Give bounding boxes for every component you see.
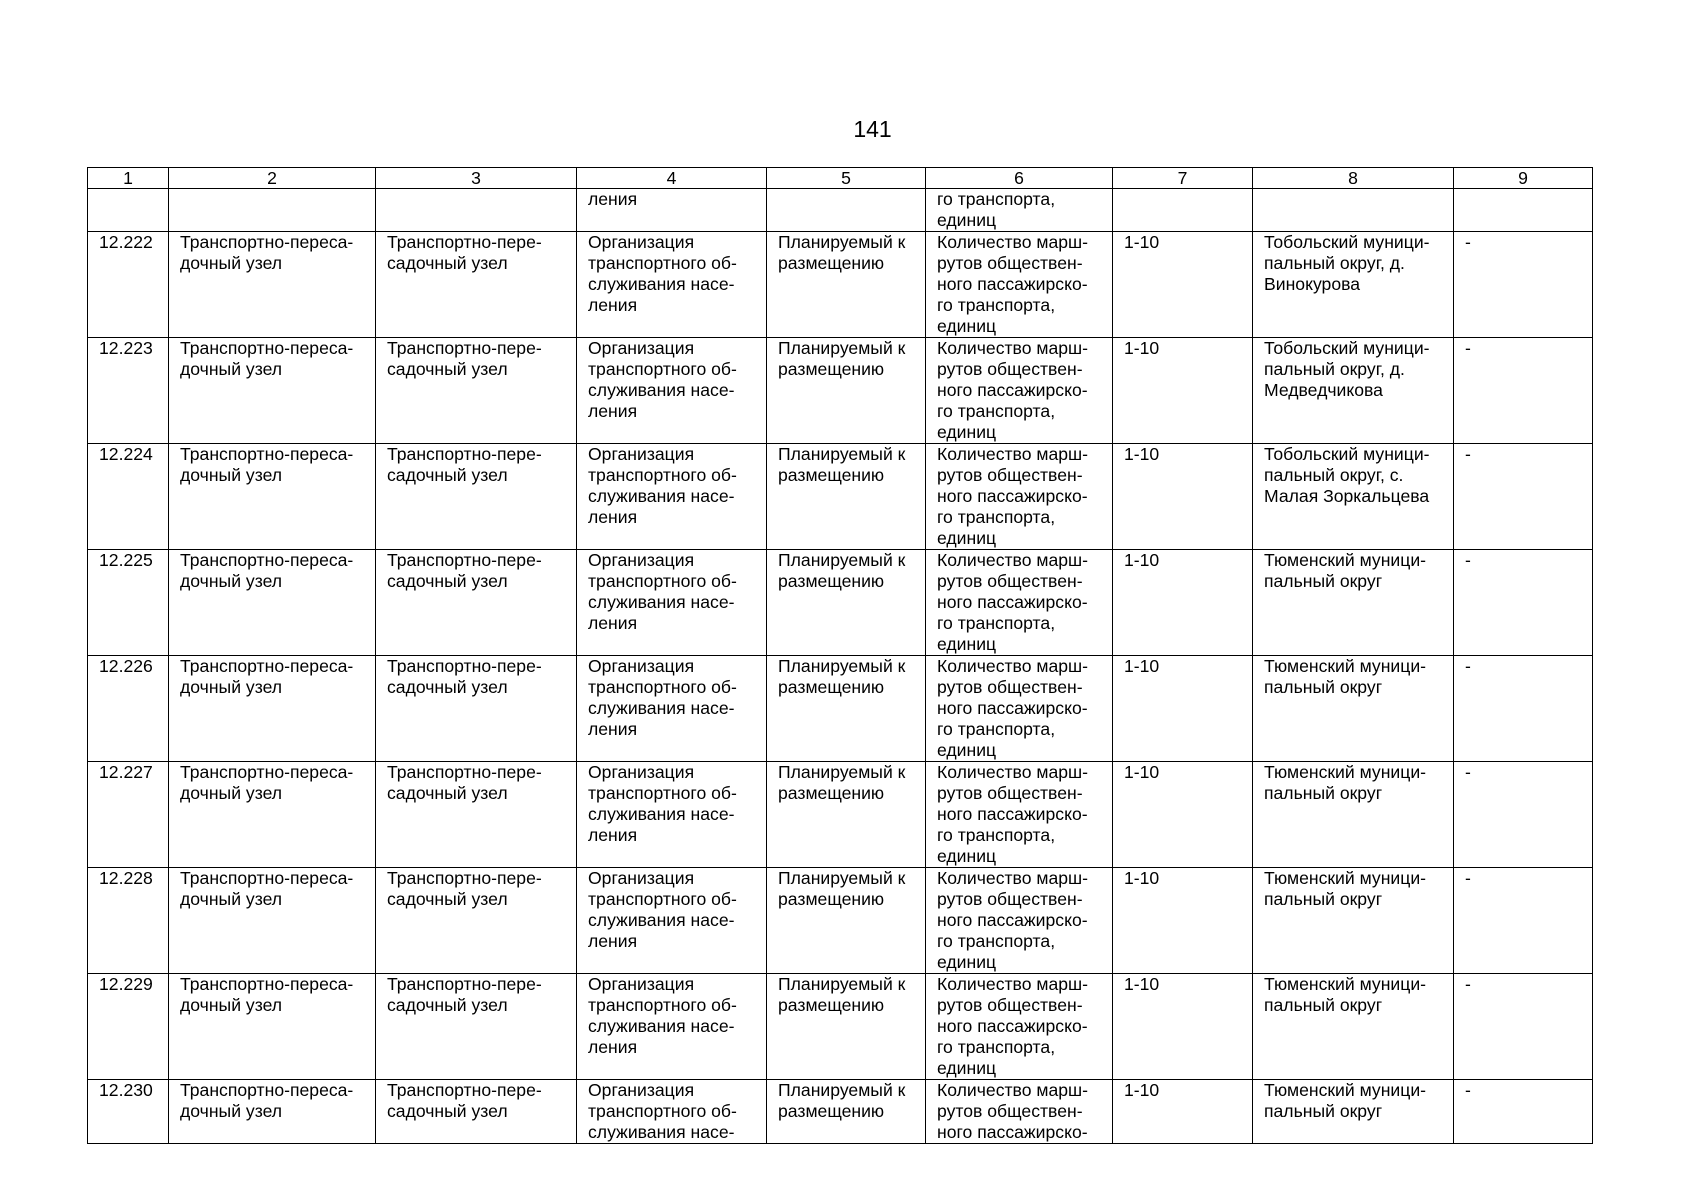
table-cell: 12.224 [88, 444, 169, 550]
table-cell: Планируемый к размещению [767, 656, 926, 762]
table-cell: Транспортно-переса- дочный узел [169, 868, 376, 974]
table-cell: 1-10 [1113, 1080, 1253, 1144]
table-cell: - [1454, 762, 1593, 868]
table-cell: Количество марш- рутов обществен- ного пассажирско- го транспорта, единиц [926, 656, 1113, 762]
table-cell: Организация транспортного об- служивания насе- ления [577, 762, 767, 868]
table-cell [767, 189, 926, 232]
table-cell: Транспортно-переса- дочный узел [169, 656, 376, 762]
column-header: 9 [1454, 168, 1593, 189]
table-row [88, 868, 1593, 974]
table-cell: Планируемый к размещению [767, 232, 926, 338]
table-cell: 12.225 [88, 550, 169, 656]
column-header: 6 [926, 168, 1113, 189]
table-cell: 12.230 [88, 1080, 169, 1144]
table-cell: Транспортно-пере- садочный узел [376, 762, 577, 868]
column-header: 8 [1253, 168, 1454, 189]
table-cell: Тюменский муници- пальный округ [1253, 974, 1454, 1080]
table-cell: Планируемый к размещению [767, 338, 926, 444]
table-row [88, 338, 1593, 444]
table-cell: Тюменский муници- пальный округ [1253, 1080, 1454, 1144]
table-cell: Тюменский муници- пальный округ [1253, 656, 1454, 762]
table-cell: Количество марш- рутов обществен- ного пассажирско- го транспорта, единиц [926, 338, 1113, 444]
table-cell: го транспорта, единиц [926, 189, 1113, 232]
table-cell: Организация транспортного об- служивания насе- ления [577, 868, 767, 974]
table-cell: 1-10 [1113, 232, 1253, 338]
table-row [88, 974, 1593, 1080]
table-cell: Тюменский муници- пальный округ [1253, 762, 1454, 868]
table-cell: Количество марш- рутов обществен- ного пассажирско- [926, 1080, 1113, 1144]
table-cell: Планируемый к размещению [767, 974, 926, 1080]
table-cell: Транспортно-переса- дочный узел [169, 444, 376, 550]
table-row [88, 1080, 1593, 1144]
table-cell: Организация транспортного об- служивания насе- ления [577, 232, 767, 338]
table-cell: - [1454, 444, 1593, 550]
table-cell: - [1454, 868, 1593, 974]
continuation-row [88, 189, 1593, 232]
table-cell: Транспортно-переса- дочный узел [169, 550, 376, 656]
table-cell: Планируемый к размещению [767, 444, 926, 550]
table-cell: Транспортно-пере- садочный узел [376, 868, 577, 974]
table-cell: 1-10 [1113, 444, 1253, 550]
table-cell: Организация транспортного об- служивания насе- [577, 1080, 767, 1144]
header-row [88, 168, 1593, 189]
table-cell: Транспортно-пере- садочный узел [376, 974, 577, 1080]
table-row [88, 444, 1593, 550]
table-body [88, 189, 1593, 1144]
table-cell: Организация транспортного об- служивания насе- ления [577, 974, 767, 1080]
table-cell: Транспортно-пере- садочный узел [376, 1080, 577, 1144]
table-cell: Транспортно-пере- садочный узел [376, 232, 577, 338]
table-cell [169, 189, 376, 232]
table-cell: Количество марш- рутов обществен- ного пассажирско- го транспорта, единиц [926, 868, 1113, 974]
table-cell: 1-10 [1113, 974, 1253, 1080]
table-cell: Тюменский муници- пальный округ [1253, 868, 1454, 974]
column-header: 3 [376, 168, 577, 189]
column-header: 7 [1113, 168, 1253, 189]
column-header: 4 [577, 168, 767, 189]
table-cell: Планируемый к размещению [767, 1080, 926, 1144]
table-row [88, 550, 1593, 656]
table-cell: 1-10 [1113, 550, 1253, 656]
table-row [88, 232, 1593, 338]
table-cell: 1-10 [1113, 656, 1253, 762]
table-cell: Транспортно-пере- садочный узел [376, 444, 577, 550]
table-cell: Планируемый к размещению [767, 762, 926, 868]
table-cell: Транспортно-пере- садочный узел [376, 550, 577, 656]
table-cell: 12.228 [88, 868, 169, 974]
table-cell: Количество марш- рутов обществен- ного пассажирско- го транспорта, единиц [926, 762, 1113, 868]
table-cell: 12.223 [88, 338, 169, 444]
table-cell: Количество марш- рутов обществен- ного пассажирско- го транспорта, единиц [926, 550, 1113, 656]
table-cell: - [1454, 974, 1593, 1080]
table-cell: Тюменский муници- пальный округ [1253, 550, 1454, 656]
column-header: 5 [767, 168, 926, 189]
table-cell: Транспортно-пере- садочный узел [376, 656, 577, 762]
table-cell [1253, 189, 1454, 232]
table-cell: - [1454, 338, 1593, 444]
table-cell [376, 189, 577, 232]
table-row [88, 656, 1593, 762]
table-cell [1454, 189, 1593, 232]
table-cell: Тобольский муници- пальный округ, д. Винокурова [1253, 232, 1454, 338]
table-cell: Тобольский муници- пальный округ, д. Медведчикова [1253, 338, 1454, 444]
table-cell: Планируемый к размещению [767, 550, 926, 656]
document-table [87, 167, 1593, 1144]
table-cell: - [1454, 656, 1593, 762]
table-cell: Транспортно-пере- садочный узел [376, 338, 577, 444]
column-header: 1 [88, 168, 169, 189]
table-cell: Транспортно-переса- дочный узел [169, 762, 376, 868]
table-cell: Количество марш- рутов обществен- ного пассажирско- го транспорта, единиц [926, 444, 1113, 550]
table-cell: - [1454, 1080, 1593, 1144]
table-cell: Количество марш- рутов обществен- ного пассажирско- го транспорта, единиц [926, 232, 1113, 338]
table-cell: 1-10 [1113, 868, 1253, 974]
table-cell: Тобольский муници- пальный округ, с. Малая Зоркальцева [1253, 444, 1454, 550]
table-row [88, 762, 1593, 868]
table-cell: Транспортно-переса- дочный узел [169, 338, 376, 444]
table-cell: Организация транспортного об- служивания насе- ления [577, 656, 767, 762]
table-cell: Организация транспортного об- служивания насе- ления [577, 444, 767, 550]
table-cell: 1-10 [1113, 762, 1253, 868]
table-cell: - [1454, 232, 1593, 338]
table-cell: 12.227 [88, 762, 169, 868]
table-cell: Количество марш- рутов обществен- ного пассажирско- го транспорта, единиц [926, 974, 1113, 1080]
column-header: 2 [169, 168, 376, 189]
table-cell: Планируемый к размещению [767, 868, 926, 974]
table-cell: - [1454, 550, 1593, 656]
table-cell: 12.229 [88, 974, 169, 1080]
table-cell: Транспортно-переса- дочный узел [169, 1080, 376, 1144]
table-cell: ления [577, 189, 767, 232]
page-number: 141 [853, 116, 892, 142]
table-cell [1113, 189, 1253, 232]
table-cell: 12.226 [88, 656, 169, 762]
table-cell: 1-10 [1113, 338, 1253, 444]
table-cell: Транспортно-переса- дочный узел [169, 974, 376, 1080]
table-cell [88, 189, 169, 232]
table-cell: Организация транспортного об- служивания насе- ления [577, 550, 767, 656]
table-cell: Организация транспортного об- служивания насе- ления [577, 338, 767, 444]
table-cell: 12.222 [88, 232, 169, 338]
table-cell: Транспортно-переса- дочный узел [169, 232, 376, 338]
